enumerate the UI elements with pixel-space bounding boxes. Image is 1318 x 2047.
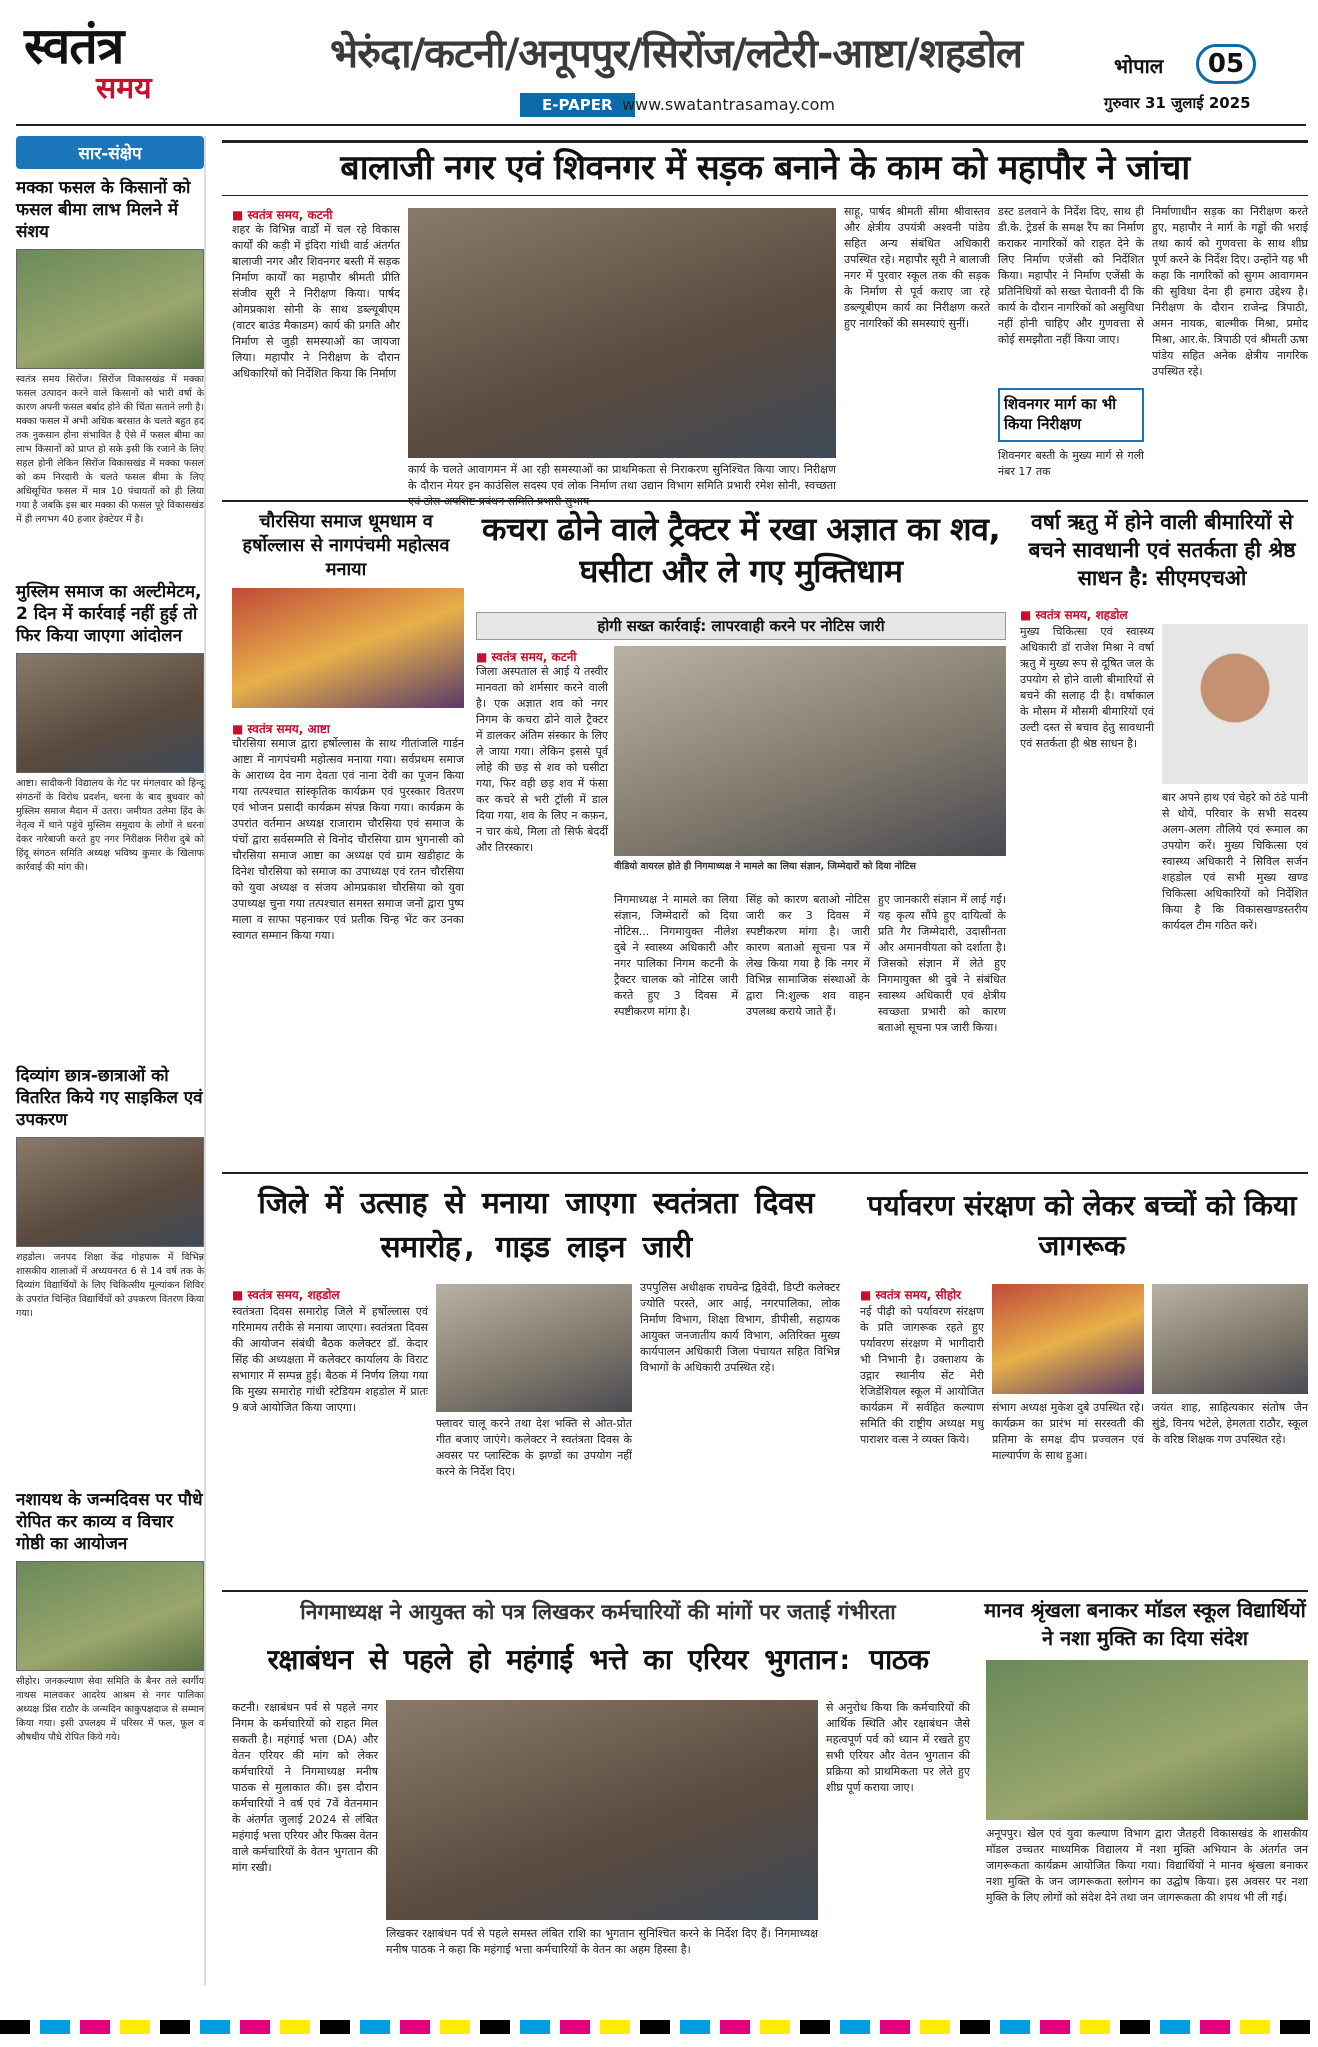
sidebar-item-text: स्वतंत्र समय सिरोंज। सिरोंज विकासखंड में मक्का फसल उत्पादन करने वाले किसानों को भारी वर्षा के कारण अपनी फसल बर्बाद होने की चिंता सताने लगी है। मक्का फसल में अभी अधिक बरसात के चलते बहुत हद तक नुकसान होना संभावित है ऐसे में फसल बीमा का लाभ किसानों को प्राप्त हो सके इसी कि रजाने के लिए सहल होनी लेकिन सिरोंज विकासखंड में मक्का फसल को कम निरदारी के चलते फसल बीमा के लिए अधिसूचित फसल में मात्र 10 पंचायतों को ही लिया गया है जबकि इस बार मक्का की फसल पूरे विकासखंड में ही लगभग 40 हजार हेक्टेयर में है। bbox=[16, 374, 204, 525]
tractor-headline: कचरा ढोने वाले ट्रैक्टर में रखा अज्ञात का शव, घसीटा और ले गए मुक्तिधाम bbox=[481, 510, 1001, 590]
environment-byline: ■ स्वतंत्र समय, सीहोर bbox=[860, 1286, 961, 1303]
tractor-text-col4: हुए जानकारी संज्ञान में लाई गई। यह कृत्य सौंपे हुए दायित्वों के प्रति गैर जिम्मेदारी, उदासीनता और अमानवीयता को दर्शाता है। जिसको संज्ञान में लेते हुए निगमायुक्त श्री दुबे ने संबंधित स्वास्थ्य अधिकारी एवं क्षेत्रीय स्वच्छता प्रभारी को कारण बताओ सूचना पत्र जारी किया। bbox=[878, 893, 1006, 1034]
sidebar-item-title: दिव्यांग छात्र-छात्राओं को वितरित किये गए साइकिल एवं उपकरण bbox=[16, 1066, 203, 1130]
edition-name: भोपाल bbox=[1114, 54, 1164, 78]
cmho-text-col2: बार अपने हाथ एवं चेहरे को ठंडे पानी से धोयें, परिवार के सभी सदस्य अलग-अलग तौलिये एवं रूमाल का उपयोग करें। मुख्य चिकित्सा एवं स्वास्थ्य अधिकारी ने सिविल सर्जन शहडोल एवं सभी मुख्य खण्ड चिकित्सा अधिकारियों को निर्देशित किया है कि विकासखण्डस्तरीय कार्यदल टीम गठित करें। bbox=[1162, 791, 1308, 932]
logo-line-1: स्वतंत्र bbox=[24, 16, 124, 75]
human-chain-headline: मानव श्रृंखला बनाकर मॉडल स्कूल विद्यार्थियों ने नशा मुक्ति का दिया संदेश bbox=[984, 1598, 1306, 1650]
school-stage-photo-2 bbox=[1152, 1284, 1308, 1394]
cycle-distribution-photo bbox=[16, 1137, 204, 1247]
sidebar-item bbox=[16, 177, 204, 573]
lead-subhead: शिवनगर मार्ग का भी किया निरीक्षण bbox=[998, 388, 1144, 442]
issue-date: गुरुवार 31 जुलाई 2025 bbox=[1104, 94, 1251, 112]
cmho-byline: ■ स्वतंत्र समय, शहडोल bbox=[1020, 606, 1128, 623]
logo-line-2: समय bbox=[96, 71, 152, 106]
cmho-headline: वर्षा ऋतु में होने वाली बीमारियों से बचने सावधानी एवं सतर्कता ही श्रेष्ठ साधन है: सीएमएचओ bbox=[1028, 510, 1296, 590]
sidebar-item-text: शहडोल। जनपद शिक्षा केंद्र गोहपारू में विभिन्न शासकीय शालाओं में अध्ययनरत 6 से 14 वर्ष तक के दिव्यांग विद्यार्थियों के लिए चिकित्सीय मूल्यांकन शिविर के उपरांत चिन्हित विद्यार्थियों को उपकरण वितरण किया गया। bbox=[16, 1252, 204, 1319]
tractor-text-col3: सिंह को कारण बताओ नोटिस जारी कर 3 दिवस में स्पष्टीकरण मांगा है। जारी कारण बताओ सूचना पत्र में लेख किया गया है कि नगर में विभिन्न सामाजिक संस्थाओं के द्वारा नि:शुल्क शव वाहन उपलब्ध कराये जाते हैं। bbox=[746, 893, 870, 1018]
sidebar-item-title: नशायथ के जन्मदिवस पर पौधे रोपित कर काव्य व विचार गोष्ठी का आयोजन bbox=[16, 1490, 203, 1554]
nigam-headline: रक्षाबंधन से पहले हो महंगाई भत्ते का एरियर भुगतान: पाठक bbox=[267, 1643, 929, 1676]
environment-headline: पर्यावरण संरक्षण को लेकर बच्चों को किया जागरूक bbox=[867, 1189, 1297, 1262]
independence-byline: ■ स्वतंत्र समय, शहडोल bbox=[232, 1286, 340, 1303]
sidebar-item bbox=[16, 1065, 204, 1481]
lead-text-col3: साहू, पार्षद श्रीमती सीमा श्रीवास्तव और क्षेत्रीय उपयंत्री अश्वनी पांडेय सहित अन्य संबंधित अधिकारी उपस्थित रहे। महापौर सूरी ने बालाजी नगर में पुरवार स्कूल तक की सड़क के निर्माण से पूर्व कराए जा रहे डब्ल्यूबीएम कार्य का निरीक्षण करते हुए नागरिकों की समस्याएं सुनीं। bbox=[844, 205, 990, 330]
chaurasiya-headline: चौरसिया समाज धूमधाम व हर्षोल्लास से नागपंचमी महोत्सव मनाया bbox=[242, 511, 450, 580]
sidebar-heading: सार-संक्षेप bbox=[16, 136, 204, 169]
human-chain-text: अनूपपुर। खेल एवं युवा कल्याण विभाग द्वारा जैतहरी विकासखंड के शासकीय मॉडल उच्चतर माध्यमिक विद्यालय में नशा मुक्ति अभियान के अंतर्गत जन जागरूकता कार्यक्रम आयोजित किया गया। विद्यार्थियों ने मानव श्रृंखला बनाकर नशा मुक्ति के जन जागरूकता स्लोगन का उद्घोष किया। इस अवसर पर नशा मुक्ति के लिए लोगों को संदेश देने तथा जन जागरूकता की शपथ भी ली गई। bbox=[986, 1827, 1308, 1904]
lead-byline: ■ स्वतंत्र समय, कटनी bbox=[232, 206, 333, 223]
sidebar-item-text: आष्टा। सादीकनी विद्यालय के गेट पर मंगलवार को हिन्दू संगठनों के विरोध प्रदर्शन, धरना के बाद बुधवार को मुस्लिम समाज मैदान में उतरा। जमीयत उलेमा हिंद के नेतृत्व में थाने पहुंचे मुस्लिम समुदाय के लोगों ने धरना देकर नारेबाजी करते हुए नगर निरीक्षक निरीश दुबे को हिंदू संगठन समिति अध्यक्ष भविष्य कुमार के खिलाफ कार्रवाई की मांग की। bbox=[16, 778, 204, 873]
newspaper-logo bbox=[24, 18, 204, 118]
school-stage-photo-1 bbox=[992, 1284, 1144, 1394]
tractor-text-col1: जिला अस्पताल से आई ये तस्वीर मानवता को शर्मसार करने वाली है। एक अज्ञात शव को नगर निगम के कचरा ढोने वाले ट्रैक्टर में डालकर अंतिम संस्कार के लिए ले जाया गया। लेकिन इससे पूर्व लोहे की छड़ से शव को घसीटा गया, फिर वही छड़ शव में फंसा कर कचरे से भरी ट्रॉली में डाल दिया गया, शव के लिए न कफ़न, न चार कंधे, मिला तो सिर्फ बेदर्दी और तिरस्कार। bbox=[476, 665, 608, 854]
environment-caption: संभाग अध्यक्ष मुकेश दुबे उपस्थित रहे। कार्यक्रम का प्रारंभ मां सरस्वती की प्रतिमा के समक्ष दीप प्रज्वलन एवं माल्यार्पण के साथ हुआ। bbox=[992, 1401, 1144, 1462]
sidebar-item bbox=[16, 581, 204, 1057]
nigam-meeting-photo bbox=[386, 1700, 818, 1920]
independence-headline: जिले में उत्साह से मनाया जाएगा स्वतंत्रता दिवस समारोह, गाइड लाइन जारी bbox=[258, 1186, 814, 1265]
lead-headline-box bbox=[222, 140, 1308, 196]
tractor-text-col2: निगमाध्यक्ष ने मामले का लिया संज्ञान, जिम्मेदारों को दिया नोटिस... निगमायुक्त नीलेश दुबे ने स्वास्थ्य अधिकारी और नगर पालिका निगम कटनी के ट्रैक्टर चालक को नोटिस जारी करते हुए 3 दिवस में स्पष्टीकरण मांगा है। bbox=[614, 893, 738, 1018]
corn-field-photo bbox=[16, 249, 204, 369]
website-link[interactable]: www.swatantrasamay.com bbox=[622, 95, 835, 114]
masthead-divider bbox=[16, 124, 1306, 126]
sidebar-summary bbox=[16, 136, 206, 1986]
meeting-photo bbox=[436, 1284, 632, 1412]
independence-text-col3: उपपुलिस अधीक्षक राघवेन्द्र द्विवेदी, डिप्टी कलेक्टर ज्योति परस्ते, आर आई, नगरपालिका, लोक निर्माण विभाग, शिक्षा विभाग, डीपीसी, सहायक आयुक्त जनजातीय कार्य विभाग, अतिरिक्त मुख्य कार्यपालन अधिकारी जिला पंचायत सहित विभिन्न विभागों के अधिकारी उपस्थित रहे। bbox=[640, 1281, 840, 1374]
nagpanchami-photo bbox=[232, 588, 464, 708]
environment-caption-2: जयंत शाह, साहित्यकार संतोष जैन सुंडे, विनय भटेले, हेमलता राठौर, स्कूल के वरिष्ठ शिक्षक गण उपस्थित रहे। bbox=[1152, 1401, 1308, 1446]
chaurasiya-byline: ■ स्वतंत्र समय, आष्टा bbox=[232, 720, 330, 737]
sidebar-item-title: मक्का फसल के किसानों को फसल बीमा लाभ मिलने में संशय bbox=[16, 178, 191, 242]
edition-cities: भेरुंदा/कटनी/अनूपपुर/सिरोंज/लटेरी-आष्टा/शहडोल bbox=[330, 31, 1023, 77]
sidebar-item-text: सीहोर। जनकल्याण सेवा समिति के बैनर तले स्वर्गीय नाथस मालवकर आदरेय आश्रम से नगर पालिका अध्यक्ष प्रिंस राठौर के जन्मदिन काकुपक्षदाज से सम्मान किया गया। इसी उपलक्ष्य में परिसर में फल, फूल व औषधीय पौधे रोपित किये गये। bbox=[16, 1676, 204, 1743]
lead-photo-caption: कार्य के चलते आवागमन में आ रही समस्याओं का प्राथमिकता से निराकरण सुनिश्चित किया जाए। निरीक्षण के दौरान मेयर इन काउंसिल सदस्य एवं लोक निर्माण तथा उद्यान विभाग समिति प्रभारी रमेश सोनी, स्वच्छता bbox=[408, 463, 836, 492]
cmho-text-col1: मुख्य चिकित्सा एवं स्वास्थ्य अधिकारी डॉ राजेश मिश्रा ने वर्षा ऋतु में मुख्य रूप से दूषित जल के उपयोग से होने वाली बीमारियों से बचने की सलाह दी है। वर्षाकाल के मौसम में मौसमी बीमारियों एवं उल्टी दस्त से बचाव हेतु सावधानी एवं सतर्कता ही श्रेष्ठ साधन है। bbox=[1020, 625, 1154, 750]
lead-text-col1: शहर के विभिन्न वार्डों में चल रहे विकास कार्यों की कड़ी में इंदिरा गांधी वार्ड अंतर्गत बालाजी नगर और शिवनगर बस्ती में सड़क निर्माण कार्यों का महापौर श्रीमती प्रीति संजीव सूरी ने निरीक्षण किया। पार्षद ओमप्रकाश सोनी के साथ डब्ल्यूबीएम (वाटर बाउंड मैकाडम) कार्य की प्रगति और निर्माण से जुड़ी समस्याओं का जायजा लिया। महापौर ने निरीक्षण के दौरान अधिकारियों को निर्देशित किया कि निर्माण bbox=[232, 223, 400, 380]
nigam-kicker: निगमाध्यक्ष ने आयुक्त को पत्र लिखकर कर्मचारियों की मांगों पर जताई गंभीरता bbox=[300, 1600, 896, 1624]
tractor-subhead: होगी सख्त कार्रवाई: लापरवाही करने पर नोटिस जारी bbox=[476, 612, 1006, 640]
tractor-byline: ■ स्वतंत्र समय, कटनी bbox=[476, 648, 577, 665]
independence-text-col1: स्वतंत्रता दिवस समारोह जिले में हर्षोल्लास एवं गरिमामय तरीके से मनाया जाएगा। स्वतंत्रता दिवस की आयोजन संबंधी बैठक कलेक्टर डॉ. केदार सिंह की अध्यक्षता में कलेक्टर कार्यालय के विराट सभागार में सम्पन्न हुई। बैठक में निर्णय लिया गया कि मुख्य समारोह गांधी स्टेडियम शहडोल में प्रातः 9 बजे आयोजित किया जाएगा। bbox=[232, 1305, 428, 1414]
protest-photo bbox=[16, 653, 204, 773]
lead-subhead-text: शिवनगर बस्ती के मुख्य मार्ग से गली नंबर 17 तक bbox=[998, 449, 1144, 478]
epaper-badge: E-PAPER bbox=[520, 93, 635, 117]
environment-text: नई पीढ़ी को पर्यावरण संरक्षण के प्रति जागरूक रहते हुए पर्यावरण संरक्षण में भागीदारी भी निभानी है। उक्ताशय के उद्गार स्थानीय सेंट मेरी रेजिडेंशियल स्कूल में आयोजित कार्यक्रम में सर्वहित कल्याण समिति की राष्ट्रीय अध्यक्ष मधु पाराशर वत्स ने व्यक्त किये। bbox=[860, 1305, 984, 1446]
human-chain-photo bbox=[986, 1660, 1308, 1820]
tractor-body-photo bbox=[614, 646, 1006, 856]
sidebar-item-title: मुस्लिम समाज का अल्टीमेटम, 2 दिन में कार्रवाई नहीं हुई तो फिर किया जाएगा आंदोलन bbox=[16, 582, 202, 646]
plantation-photo bbox=[16, 1561, 204, 1671]
print-color-strip bbox=[0, 2020, 1318, 2034]
lead-text-col4: डस्ट डलवाने के निर्देश दिए, साथ ही डी.के. ट्रेडर्स के समक्ष रैंप का निर्माण कराकर नागरिकों को राहत देने के लिए निर्माण एजेंसी को निर्देशित किया। महापौर ने निर्माण एजेंसी के प्रतिनिधियों को सख्त चेतावनी दी कि कार्य के दौरान नागरिकों को असुविधा नहीं होनी चाहिए और गुणवत्ता से कोई समझौता नहीं किया जाए। bbox=[998, 205, 1144, 346]
lead-headline: बालाजी नगर एवं शिवनगर में सड़क बनाने के काम को महापौर ने जांचा bbox=[340, 148, 1190, 188]
page-number: 05 bbox=[1196, 44, 1256, 84]
nigam-text-col3: से अनुरोध किया कि कर्मचारियों की आर्थिक स्थिति और रक्षाबंधन जैसे महत्वपूर्ण पर्व को ध्यान में रखते हुए सभी एरियर और वेतन भुगतान की प्रक्रिया को प्राथमिकता पर लेते हुए शीघ्र पूर्ण कराया जाए। bbox=[826, 1701, 970, 1794]
nigam-caption: लिखकर रक्षाबंधन पर्व से पहले समस्त लंबित राशि का भुगतान सुनिश्चित करने के निर्देश दिए हैं। निगमाध्यक्ष मनीष पाठक ने कहा कि महंगाई भत्ता कर्मचारियों के वेतन का अहम हिस्सा है। bbox=[386, 1927, 818, 1956]
sidebar-item bbox=[16, 1489, 204, 1875]
lead-text-col5: निर्माणाधीन सड़क का निरीक्षण करते हुए, महापौर ने मार्ग के गड्ढों की भराई तथा कार्य को गुणवत्ता के साथ शीघ्र पूर्ण करने के निर्देश दिए। उन्होंने यह भी कहा कि नागरिकों को सुगम आवागमन की सुविधा देना ही हमारा उद्देश्य है। निरीक्षण के दौरान राजेन्द्र त्रिपाठी, अमन नायक, बाल्मीक मिश्रा, प्रमोद मिश्रा, आर.के. त्रिपाठी एवं श्रीमती ऊषा पांडेय सहित अनेक क्षेत्रीय नागरिक उपस्थित रहे। bbox=[1152, 205, 1308, 378]
tractor-photo-caption: वीडियो वायरल होते ही निगमाध्यक्ष ने मामले का लिया संज्ञान, जिम्मेदारों को दिया नोटिस bbox=[614, 861, 916, 872]
independence-caption: फ्लावर चालू करने तथा देश भक्ति से ओत-प्रोत गीत बजाए जाएंगे। कलेक्टर ने स्वतंत्रता दिवस के अवसर पर प्लास्टिक के झण्डों का उपयोग नहीं करने के निर्देश दिए। bbox=[436, 1417, 632, 1478]
section-divider bbox=[222, 500, 1308, 502]
section-divider bbox=[222, 1590, 1308, 1592]
mayor-inspection-photo bbox=[408, 208, 836, 458]
cmho-portrait-photo bbox=[1162, 624, 1308, 784]
chaurasiya-text: चौरसिया समाज द्वारा हर्षोल्लास के साथ गीतांजलि गार्डन आष्टा में नागपंचमी महोत्सव मनाया गया। सर्वप्रथम समाज के आराध्य देव नाग देवता एवं नाना देवी का पूजन किया गया तत्पश्चात सांस्कृतिक कार्यक्रम एवं पुरस्कार वितरण एवं भोजन प्रसादी कार्यक्रम संपन्न किया गया। कार्यक्रम के उपरांत वर्तमान अध्यक्ष राजाराम चौरसिया एवं समाज के पंचों द्वारा सर्वसम्मति से विनोद चौरसिया ग्राम भुगनासी को चौरसिया समाज आष्टा का अध्यक्ष एवं ग्राम खडीहाट के दिनेश चौरसिया को समाज का उपाध्यक्ष एवं रतन चौरसिया को युवा अध्यक्ष व संजय ओमप्रकाश चौरसिया को युवा उपाध्यक्ष चुना गया तत्पश्चात समस्त समाज जनों द्वारा पुष्प माला व साफा पहनाकर एवं प्रतीक चिन्ह भेंट कर उनका स्वागत सम्मान किया गया। bbox=[232, 737, 464, 942]
nigam-text-col1: कटनी। रक्षाबंधन पर्व से पहले नगर निगम के कर्मचारियों को राहत मिल सकती है। महंगाई भत्ता (DA) और वेतन एरियर की मांग को लेकर कर्मचारियों ने निगमाध्यक्ष मनीष पाठक से मुलाकात की। इस दौरान कर्मचारियों ने वर्ष एवं 7वें वेतनमान के अंतर्गत जुलाई 2024 से लंबित महंगाई भत्ता एरियर और फिक्स वेतन वाले कर्मचारियों के वेतन भुगतान की मांग रखी। bbox=[232, 1701, 378, 1874]
section-divider bbox=[222, 1172, 1308, 1174]
